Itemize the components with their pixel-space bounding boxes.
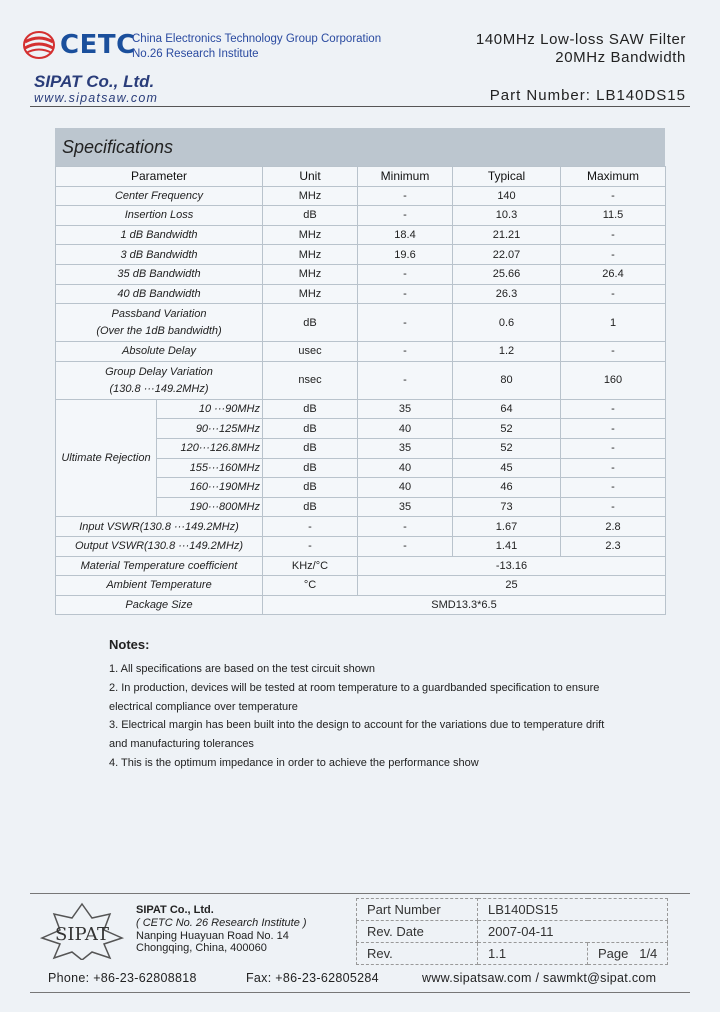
param-line-1: Passband Variation: [111, 308, 207, 321]
footer-divider: [30, 893, 690, 894]
rejection-range-cell: 190···800MHz: [157, 497, 263, 517]
col-maximum: Maximum: [561, 167, 666, 187]
max-cell: 160: [561, 361, 666, 399]
param-line-2: (130.8 ···149.2MHz): [109, 382, 209, 395]
min-cell: -: [358, 284, 453, 304]
typ-cell: 80: [453, 361, 561, 399]
header-divider: [30, 106, 690, 107]
org-line-2: No.26 Research Institute: [132, 48, 259, 60]
max-cell: -: [561, 478, 666, 498]
notes-section: [109, 637, 604, 773]
page-value: 1/4: [639, 946, 658, 961]
max-cell: -: [561, 497, 666, 517]
table-row: [56, 186, 666, 206]
rejection-range-cell: 10 ···90MHz: [157, 399, 263, 419]
min-cell: -: [358, 517, 453, 537]
table-row: [56, 517, 666, 537]
max-cell: -: [561, 458, 666, 478]
param-cell: Insertion Loss: [56, 206, 263, 226]
table-row: [56, 556, 666, 576]
param-cell: Package Size: [56, 595, 263, 615]
typ-cell: 73: [453, 497, 561, 517]
specifications-heading: Specifications: [55, 128, 665, 166]
col-minimum: Minimum: [358, 167, 453, 187]
table-row: [56, 595, 666, 615]
table-row: [56, 206, 666, 226]
unit-cell: dB: [263, 478, 358, 498]
doc-title: [476, 31, 686, 67]
max-cell: -: [561, 186, 666, 206]
table-row: [56, 361, 666, 399]
footer-address-1: Nanping Huayuan Road No. 14: [136, 929, 289, 942]
param-cell: Ambient Temperature: [56, 576, 263, 596]
param-line-1: Group Delay Variation: [105, 365, 213, 378]
min-cell: -: [358, 206, 453, 226]
unit-cell: nsec: [263, 361, 358, 399]
col-typical: Typical: [453, 167, 561, 187]
param-cell: 3 dB Bandwidth: [56, 245, 263, 265]
unit-cell: dB: [263, 419, 358, 439]
min-cell: -: [358, 264, 453, 284]
max-cell: -: [561, 284, 666, 304]
col-parameter: Parameter: [56, 167, 263, 187]
min-cell: -: [358, 361, 453, 399]
min-cell: 35: [358, 399, 453, 419]
typ-cell: 1.2: [453, 342, 561, 362]
part-number-label: Part Number: [357, 899, 478, 921]
company-name: SIPAT Co., Ltd.: [34, 72, 155, 91]
min-cell: -: [358, 186, 453, 206]
value-cell: -13.16: [358, 556, 666, 576]
org-name: [132, 32, 381, 62]
note-line: 4. This is the optimum impedance in order to achieve the performance show: [109, 756, 479, 769]
unit-cell: -: [263, 536, 358, 556]
unit-cell: dB: [263, 438, 358, 458]
value-cell: SMD13.3*6.5: [263, 595, 666, 615]
min-cell: 18.4: [358, 225, 453, 245]
max-cell: -: [561, 438, 666, 458]
value-cell: 25: [358, 576, 666, 596]
seal-text: SIPAT: [55, 924, 109, 945]
footer-info-table: [356, 898, 668, 965]
page-cell: [588, 943, 668, 965]
rejection-range-cell: 120···126.8MHz: [157, 438, 263, 458]
cetc-logo-text: CETC: [60, 30, 136, 60]
typ-cell: 46: [453, 478, 561, 498]
footer-address-2: Chongqing, China, 400060: [136, 942, 267, 955]
param-cell: Output VSWR(130.8 ···149.2MHz): [56, 536, 263, 556]
param-cell: Material Temperature coefficient: [56, 556, 263, 576]
notes-title: Notes:: [109, 637, 150, 652]
table-row: [357, 921, 668, 943]
footer-fax: Fax: +86-23-62805284: [246, 971, 379, 985]
unit-cell: MHz: [263, 186, 358, 206]
note-line: 3. Electrical margin has been built into the design to account for the variations due to temperature drift: [109, 719, 605, 732]
table-row: [56, 245, 666, 265]
min-cell: -: [358, 536, 453, 556]
part-number-value: LB140DS15: [478, 899, 668, 921]
unit-cell: KHz/°C: [263, 556, 358, 576]
table-row: [357, 899, 668, 921]
part-number: Part Number: LB140DS15: [489, 87, 686, 104]
page-label: Page: [598, 946, 629, 961]
typ-cell: 25.66: [453, 264, 561, 284]
min-cell: 40: [358, 478, 453, 498]
typ-cell: 10.3: [453, 206, 561, 226]
typ-cell: 52: [453, 438, 561, 458]
table-row: [56, 304, 666, 342]
unit-cell: dB: [263, 304, 358, 342]
min-cell: 35: [358, 438, 453, 458]
table-row: [56, 536, 666, 556]
param-cell: [56, 304, 263, 342]
table-row: [56, 264, 666, 284]
table-row: [56, 399, 666, 419]
param-cell: 1 dB Bandwidth: [56, 225, 263, 245]
param-line-2: (Over the 1dB bandwidth): [96, 325, 222, 338]
param-cell: Absolute Delay: [56, 342, 263, 362]
col-unit: Unit: [263, 167, 358, 187]
unit-cell: MHz: [263, 245, 358, 265]
min-cell: 35: [358, 497, 453, 517]
max-cell: -: [561, 399, 666, 419]
table-row: [56, 225, 666, 245]
min-cell: 40: [358, 458, 453, 478]
unit-cell: MHz: [263, 225, 358, 245]
typ-cell: 140: [453, 186, 561, 206]
table-row: [56, 342, 666, 362]
doc-title-line-1: 140MHz Low-loss SAW Filter: [475, 31, 686, 48]
table-row: [56, 284, 666, 304]
min-cell: 40: [358, 419, 453, 439]
footer-company: [136, 904, 307, 955]
unit-cell: MHz: [263, 284, 358, 304]
spec-header-row: [56, 167, 666, 187]
param-cell: 35 dB Bandwidth: [56, 264, 263, 284]
footer-web-email: www.sipatsaw.com / sawmkt@sipat.com: [422, 971, 657, 985]
footer-company-name: SIPAT Co., Ltd.: [136, 904, 214, 916]
unit-cell: dB: [263, 399, 358, 419]
param-cell: [56, 361, 263, 399]
org-line-1: China Electronics Technology Group Corporation: [132, 33, 382, 45]
doc-title-line-2: 20MHz Bandwidth: [555, 49, 686, 66]
typ-cell: 52: [453, 419, 561, 439]
spec-table: [55, 166, 666, 615]
max-cell: -: [561, 419, 666, 439]
unit-cell: -: [263, 517, 358, 537]
cetc-swoosh-icon: [22, 30, 56, 60]
typ-cell: 45: [453, 458, 561, 478]
min-cell: -: [358, 342, 453, 362]
min-cell: -: [358, 304, 453, 342]
typ-cell: 21.21: [453, 225, 561, 245]
max-cell: 1: [561, 304, 666, 342]
rejection-range-cell: 160···190MHz: [157, 478, 263, 498]
max-cell: -: [561, 225, 666, 245]
footer-institute: ( CETC No. 26 Research Institute ): [136, 916, 307, 929]
rev-date-value: 2007-04-11: [478, 921, 668, 943]
note-line: 2. In production, devices will be tested at room temperature to a guardbanded specification to ensure: [109, 681, 600, 694]
max-cell: -: [561, 245, 666, 265]
footer-phone: Phone: +86-23-62808818: [48, 971, 197, 985]
param-cell: Input VSWR(130.8 ···149.2MHz): [56, 517, 263, 537]
cetc-logo: [22, 28, 136, 64]
max-cell: 26.4: [561, 264, 666, 284]
sipat-seal-icon: [34, 900, 130, 960]
note-line: 1. All specifications are based on the test circuit shown: [109, 663, 375, 675]
typ-cell: 26.3: [453, 284, 561, 304]
specifications-panel: [55, 128, 665, 615]
rejection-label: Ultimate Rejection: [56, 399, 157, 517]
min-cell: 19.6: [358, 245, 453, 265]
max-cell: 2.8: [561, 517, 666, 537]
rejection-range-cell: 90···125MHz: [157, 419, 263, 439]
typ-cell: 22.07: [453, 245, 561, 265]
rev-value: 1.1: [478, 943, 588, 965]
unit-cell: usec: [263, 342, 358, 362]
max-cell: 2.3: [561, 536, 666, 556]
param-cell: Center Frequency: [56, 186, 263, 206]
typ-cell: 1.67: [453, 517, 561, 537]
company-website: www.sipatsaw.com: [34, 91, 159, 105]
table-row: [56, 576, 666, 596]
param-cell: 40 dB Bandwidth: [56, 284, 263, 304]
rejection-range-cell: 155···160MHz: [157, 458, 263, 478]
typ-cell: 64: [453, 399, 561, 419]
rev-label: Rev.: [357, 943, 478, 965]
max-cell: -: [561, 342, 666, 362]
unit-cell: °C: [263, 576, 358, 596]
max-cell: 11.5: [561, 206, 666, 226]
note-line: and manufacturing tolerances: [109, 738, 254, 751]
unit-cell: dB: [263, 497, 358, 517]
unit-cell: dB: [263, 458, 358, 478]
typ-cell: 1.41: [453, 536, 561, 556]
note-line: electrical compliance over temperature: [109, 700, 298, 713]
unit-cell: dB: [263, 206, 358, 226]
typ-cell: 0.6: [453, 304, 561, 342]
table-row: [357, 943, 668, 965]
unit-cell: MHz: [263, 264, 358, 284]
footer-bottom-divider: [30, 992, 690, 993]
rev-date-label: Rev. Date: [357, 921, 478, 943]
